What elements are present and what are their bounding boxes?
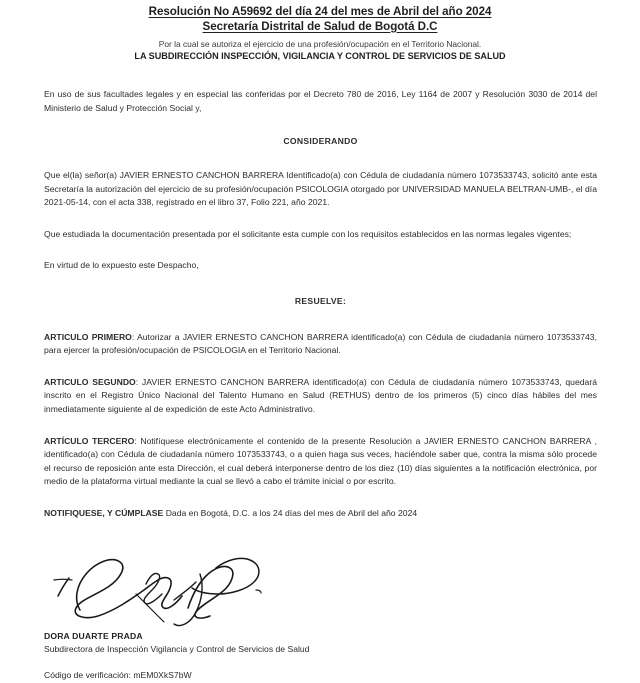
verification-code-value: mEM0XkS7bW	[133, 670, 192, 681]
article-primero	[44, 331, 597, 358]
notification-text: Dada en Bogotá, D.C. a los 24 días del mes de Abril del año 2024	[163, 507, 418, 518]
article-segundo-label: ARTICULO SEGUNDO	[44, 376, 136, 387]
paragraph-considerando-1: Que el(la) señor(a) JAVIER ERNESTO CANCHON BARRERA Identificado(a) con Cédula de ciudadanía número 1073533743, solicitó ante esta Secretaría la autorización del ejercicio de su profesión/ocupación PSICOLOGIA otorgado por UNIVERSIDAD MANUELA BELTRAN-UMB-, el día 2021-05-14, con el acta 338, registrado en el libro 37, Folio 221, año 2021.	[44, 169, 597, 208]
article-tercero	[44, 435, 597, 489]
notification-clause	[44, 507, 597, 521]
paragraph-considerando-3: En virtud de lo expuesto este Despacho,	[44, 260, 199, 271]
issuing-office: LA SUBDIRECCIÓN INSPECCIÓN, VIGILANCIA Y CONTROL DE SERVICIOS DE SALUD	[134, 51, 506, 62]
heading-resuelve: RESUELVE:	[294, 295, 347, 306]
document-title-line-1: Resolución No A59692 del día 24 del mes de Abril del año 2024	[148, 5, 492, 18]
document-title-line-2: Secretaría Distrital de Salud de Bogotá D.C	[202, 19, 438, 33]
article-primero-label: ARTICULO PRIMERO	[44, 331, 132, 342]
signer-block	[44, 630, 597, 682]
article-segundo	[44, 376, 597, 417]
signer-name: DORA DUARTE PRADA	[44, 631, 143, 642]
signer-role: Subdirectora de Inspección Vigilancia y Control de Servicios de Salud	[44, 644, 310, 655]
handwritten-signature-image	[50, 538, 280, 630]
document-header	[0, 0, 640, 62]
article-segundo-text: : JAVIER ERNESTO CANCHON BARRERA identificado(a) con Cédula de ciudadanía número 1073533743, quedará inscrito en el Registro Único Nacional del Talento Humano en Salud (RETHUS) dentro de los primeros (5) cinco días hábiles del mes inmediatamente siguiente al de expedición de este Acto Administrativo.	[44, 376, 597, 414]
verification-code-line	[44, 669, 597, 683]
notification-label: NOTIFIQUESE, Y CÚMPLASE	[44, 507, 164, 518]
signature-area	[44, 534, 640, 630]
document-body	[44, 62, 597, 520]
paragraph-faculties: En uso de sus facultades legales y en especial las conferidas por el Decreto 780 de 2016, Ley 1164 de 2007 y Resolución 3030 de 2014 del Ministerio de Salud y Protección Social y,	[44, 89, 597, 113]
heading-considerando: CONSIDERANDO	[283, 136, 358, 147]
article-tercero-text: : Notifíquese electrónicamente el contenido de la presente Resolución a JAVIER ERNESTO CANCHON BARRERA , identificado(a) con Cédula de ciudadanía número 1073533743, o a quien haga sus veces, haciéndole saber que, contra la misma sólo procede el recurso de reposición ante esta Dirección, el cual deberá interponerse dentro de los diez (10) días siguientes a la notificación electrónica, por medio de la plataforma virtual mediante la cual se llevó a cabo el trámite inicial o por escrito.	[44, 435, 597, 487]
document-subtitle: Por la cual se autoriza el ejercicio de una profesión/ocupación en el Territorio Nacional.	[158, 39, 482, 50]
verification-code-label: Código de verificación:	[44, 670, 134, 681]
article-tercero-label: ARTÍCULO TERCERO	[44, 435, 135, 446]
article-primero-text: : Autorizar a JAVIER ERNESTO CANCHON BARRERA identificado(a) con Cédula de ciudadanía número 1073533743, para ejercer la profesión/ocupación de PSICOLOGIA en el Territorio Nacional.	[44, 331, 597, 356]
paragraph-considerando-2: Que estudiada la documentación presentada por el solicitante esta cumple con los requisitos establecidos en las normas legales vigentes;	[44, 228, 572, 239]
